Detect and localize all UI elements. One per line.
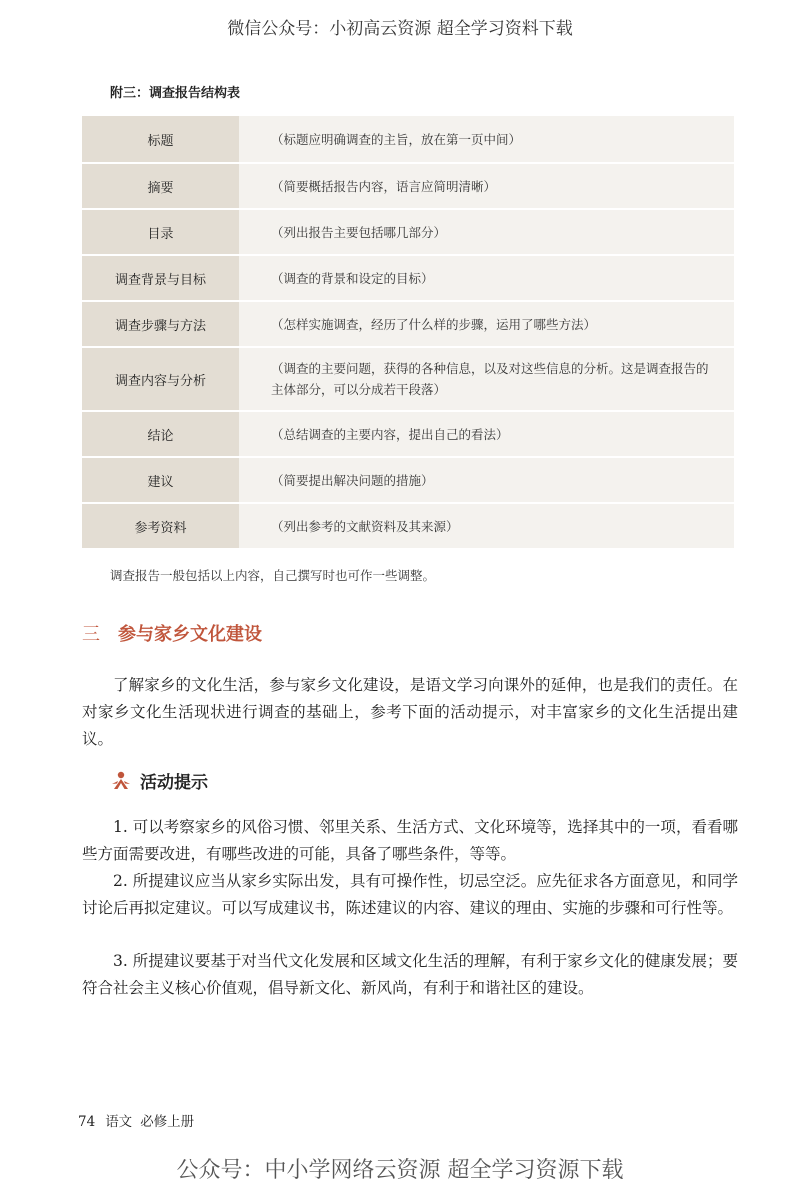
- row-description: （列出参考的文献资料及其来源）: [239, 504, 734, 548]
- tip-item: 1. 可以考察家乡的风俗习惯、邻里关系、生活方式、文化环境等，选择其中的一项，看看哪些方面需要改进，有哪些改进的可能，具备了哪些条件，等等。: [82, 818, 738, 863]
- row-label: 标题: [82, 116, 239, 162]
- table-row: [82, 300, 734, 346]
- row-description: （调查的背景和设定的目标）: [239, 256, 734, 300]
- tip-item: 3. 所提建议要基于对当代文化发展和区域文化生活的理解，有利于家乡文化的健康发展；要符合社会主义核心价值观，倡导新文化、新风尚，有利于和谐社区的建设。: [82, 952, 738, 997]
- row-label: 参考资料: [82, 504, 239, 548]
- row-label: 摘要: [82, 164, 239, 208]
- footer-book: 必修上册: [140, 1114, 195, 1130]
- page-number: 74: [78, 1114, 96, 1130]
- section-number: 三: [82, 624, 100, 645]
- top-watermark: 微信公众号：小初高云资源 超全学习资料下载: [227, 19, 573, 39]
- row-description: （列出报告主要包括哪几部分）: [239, 210, 734, 254]
- table-note: 调查报告一般包括以上内容，自己撰写时也可作一些调整。: [110, 568, 436, 583]
- table-row: [82, 208, 734, 254]
- row-label: 调查步骤与方法: [82, 302, 239, 346]
- section-heading: [82, 620, 262, 646]
- activity-tips-icon: [110, 770, 132, 792]
- row-description: （调查的主要问题，获得的各种信息，以及对这些信息的分析。这是调查报告的主体部分，可以分成若干段落）: [239, 348, 734, 410]
- tip-item: 2. 所提建议应当从家乡实际出发，具有可操作性，切忌空泛。应先征求各方面意见，和同学讨论后再拟定建议。可以写成建议书，陈述建议的内容、建议的理由、实施的步骤和可行性等。: [82, 872, 738, 917]
- table-row: [82, 502, 734, 548]
- row-description: （简要提出解决问题的措施）: [239, 458, 734, 502]
- tips-heading-label: 活动提示: [140, 773, 208, 793]
- tips-heading: [110, 768, 208, 793]
- row-label: 目录: [82, 210, 239, 254]
- table-row: [82, 456, 734, 502]
- page-footer: [78, 1110, 194, 1130]
- table-row: [82, 116, 734, 162]
- table-row: [82, 162, 734, 208]
- table-row: [82, 410, 734, 456]
- table-row: [82, 346, 734, 410]
- table-row: [82, 254, 734, 300]
- row-description: （标题应明确调查的主旨，放在第一页中间）: [239, 116, 734, 162]
- section-intro: 了解家乡的文化生活，参与家乡文化建设，是语文学习向课外的延伸，也是我们的责任。在对家乡文化生活现状进行调查的基础上，参考下面的活动提示，对丰富家乡的文化生活提出建议。: [82, 676, 738, 748]
- row-label: 调查内容与分析: [82, 348, 239, 410]
- row-description: （怎样实施调查，经历了什么样的步骤，运用了哪些方法）: [239, 302, 734, 346]
- appendix-title: 附三：调查报告结构表: [110, 86, 241, 101]
- row-description: （简要概括报告内容，语言应简明清晰）: [239, 164, 734, 208]
- footer-subject: 语文: [105, 1114, 133, 1130]
- row-label: 调查背景与目标: [82, 256, 239, 300]
- row-label: 建议: [82, 458, 239, 502]
- row-label: 结论: [82, 412, 239, 456]
- report-structure-table: [82, 116, 734, 548]
- row-description: （总结调查的主要内容，提出自己的看法）: [239, 412, 734, 456]
- section-title: 参与家乡文化建设: [118, 624, 262, 645]
- bottom-watermark: 公众号：中小学网络云资源 超全学习资源下载: [176, 1158, 624, 1183]
